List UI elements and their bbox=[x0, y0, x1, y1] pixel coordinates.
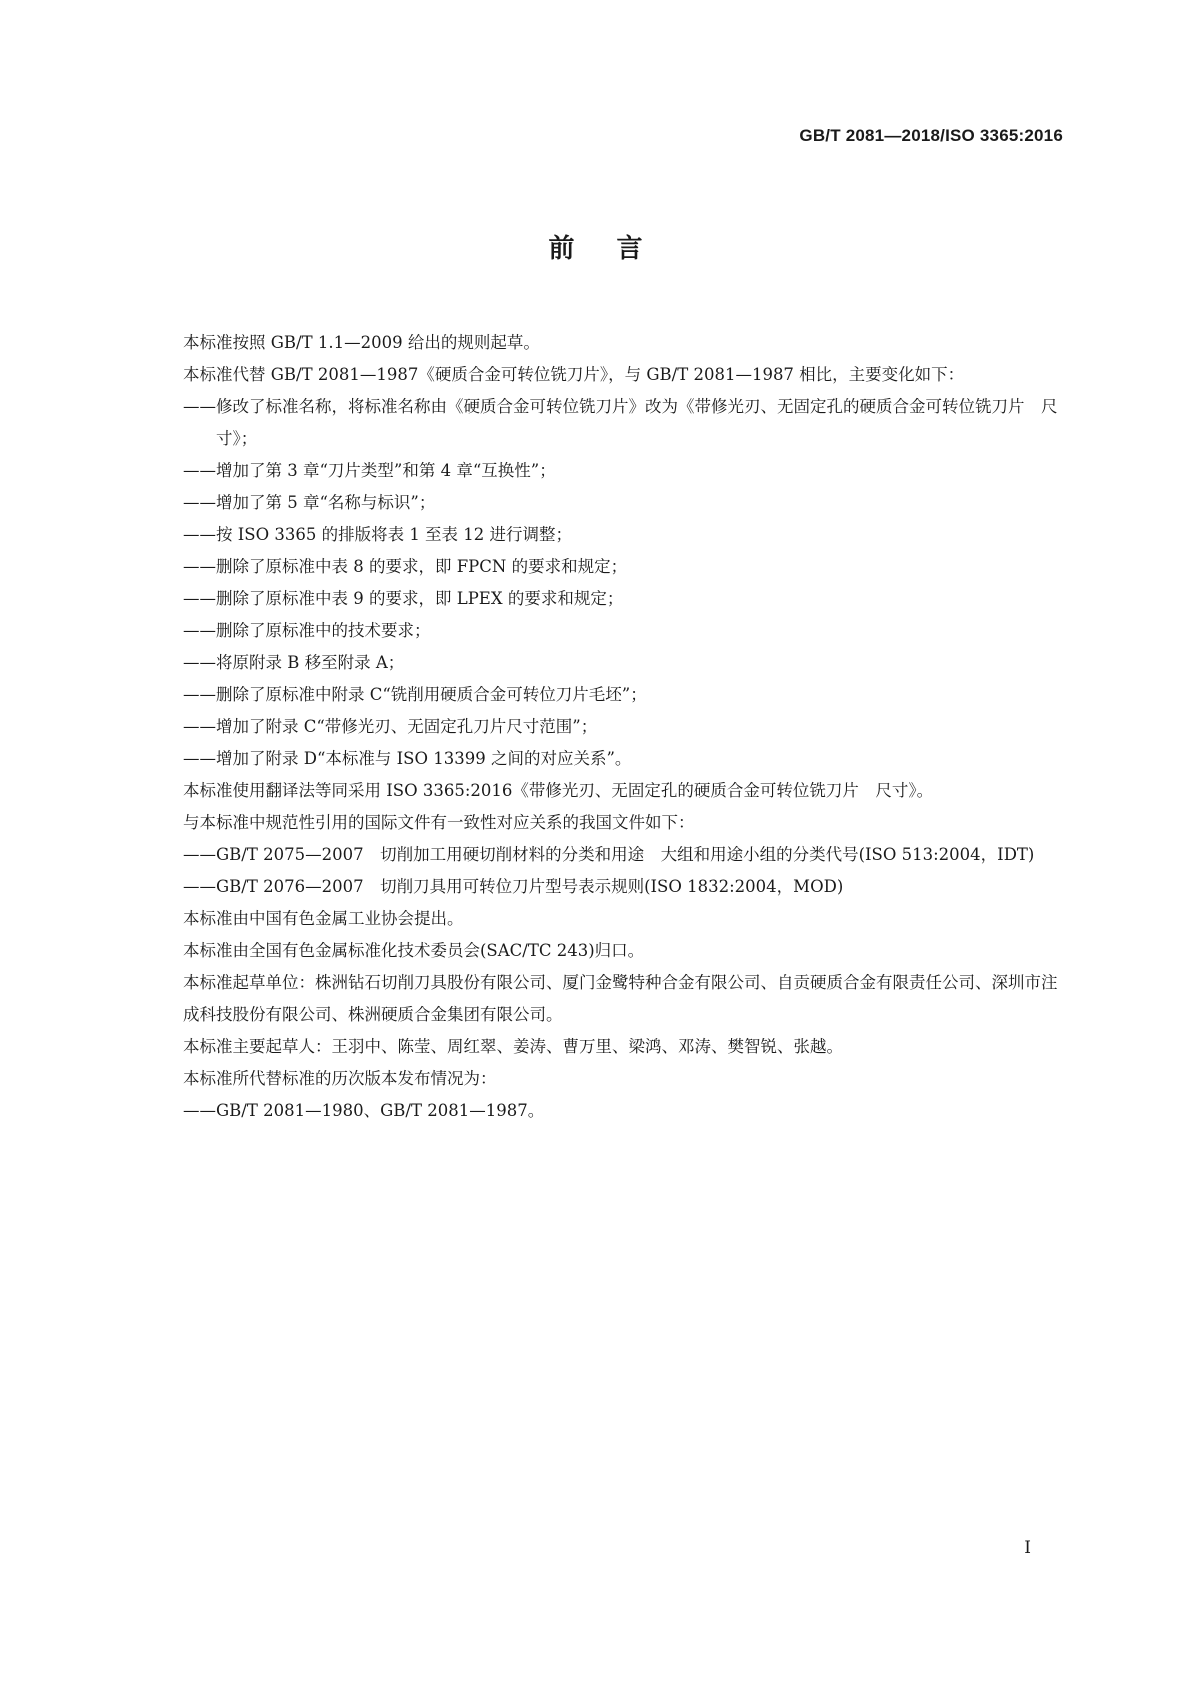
list-item-text: 删除了原标准中表 9 的要求，即 LPEX 的要求和规定； bbox=[216, 589, 624, 608]
list-item bbox=[183, 839, 1061, 871]
paragraph-history-intro: 本标准所代替标准的历次版本发布情况为： bbox=[183, 1069, 497, 1088]
list-item-text: 增加了第 5 章“名称与标识”； bbox=[216, 493, 436, 512]
dash-marker: —— bbox=[183, 589, 216, 608]
dash-marker: —— bbox=[183, 685, 216, 704]
list-item bbox=[183, 743, 1061, 775]
standard-number: GB/T 2081—2018/ISO 3365:2016 bbox=[799, 126, 1063, 145]
list-item-text: 按 ISO 3365 的排版将表 1 至表 12 进行调整； bbox=[216, 525, 573, 544]
dash-marker: —— bbox=[183, 525, 216, 544]
paragraph-adoption: 本标准使用翻译法等同采用 ISO 3365:2016《带修光刃、无固定孔的硬质合金可转位铣刀片 尺寸》。 bbox=[183, 781, 934, 800]
dash-marker: —— bbox=[183, 397, 216, 416]
dash-marker: —— bbox=[183, 1101, 216, 1120]
dash-marker: —— bbox=[183, 877, 216, 896]
document-body bbox=[183, 327, 1061, 1127]
list-item bbox=[183, 871, 1061, 903]
changes-list bbox=[183, 391, 1061, 775]
list-item-text: 增加了附录 C“带修光刃、无固定孔刀片尺寸范围”； bbox=[216, 717, 598, 736]
list-item-text: 删除了原标准中表 8 的要求，即 FPCN 的要求和规定； bbox=[216, 557, 628, 576]
dash-marker: —— bbox=[183, 749, 216, 768]
paragraph-replaces: 本标准代替 GB/T 2081—1987《硬质合金可转位铣刀片》，与 GB/T 2081—1987 相比，主要变化如下： bbox=[183, 365, 965, 384]
dash-marker: —— bbox=[183, 461, 216, 480]
dash-marker: —— bbox=[183, 845, 216, 864]
list-item bbox=[183, 551, 1061, 583]
list-item-text: 增加了第 3 章“刀片类型”和第 4 章“互换性”； bbox=[216, 461, 556, 480]
dash-marker: —— bbox=[183, 653, 216, 672]
history-list bbox=[183, 1095, 1061, 1127]
list-item-text: 删除了原标准中附录 C“铣削用硬质合金可转位刀片毛坯”； bbox=[216, 685, 647, 704]
paragraph-committee: 本标准由全国有色金属标准化技术委员会(SAC/TC 243)归口。 bbox=[183, 941, 645, 960]
list-item bbox=[183, 711, 1061, 743]
list-item-text: 删除了原标准中的技术要求； bbox=[216, 621, 431, 640]
list-item-text: GB/T 2081—1980、GB/T 2081—1987。 bbox=[216, 1101, 545, 1120]
paragraph-references-intro: 与本标准中规范性引用的国际文件有一致性对应关系的我国文件如下： bbox=[183, 813, 695, 832]
paragraph-proposer: 本标准由中国有色金属工业协会提出。 bbox=[183, 909, 464, 928]
list-item-text: 将原附录 B 移至附录 A； bbox=[216, 653, 405, 672]
page-number: I bbox=[1024, 1538, 1031, 1558]
list-item bbox=[183, 583, 1061, 615]
dash-marker: —— bbox=[183, 557, 216, 576]
list-item-text: GB/T 2076—2007 切削刀具用可转位刀片型号表示规则(ISO 1832:2004，MOD) bbox=[216, 877, 844, 896]
list-item bbox=[183, 487, 1061, 519]
references-list bbox=[183, 839, 1061, 903]
list-item-text: 增加了附录 D“本标准与 ISO 13399 之间的对应关系”。 bbox=[216, 749, 632, 768]
list-item-text: GB/T 2075—2007 切削加工用硬切削材料的分类和用途 大组和用途小组的分类代号(ISO 513:2004，IDT) bbox=[216, 845, 1035, 864]
paragraph-drafters: 本标准主要起草人：王羽中、陈莹、周红翠、姜涛、曹万里、梁鸿、邓涛、樊智锐、张越。 bbox=[183, 1037, 843, 1056]
dash-marker: —— bbox=[183, 717, 216, 736]
list-item bbox=[183, 455, 1061, 487]
dash-marker: —— bbox=[183, 621, 216, 640]
page-title: 前言 bbox=[548, 234, 685, 264]
list-item bbox=[183, 519, 1061, 551]
paragraph-drafting-rules: 本标准按照 GB/T 1.1—2009 给出的规则起草。 bbox=[183, 333, 540, 352]
list-item bbox=[183, 391, 1061, 455]
list-item bbox=[183, 1095, 1061, 1127]
dash-marker: —— bbox=[183, 493, 216, 512]
list-item-text: 修改了标准名称，将标准名称由《硬质合金可转位铣刀片》改为《带修光刃、无固定孔的硬质合金可转位铣刀片 尺寸》； bbox=[216, 397, 1058, 448]
list-item bbox=[183, 679, 1061, 711]
paragraph-drafting-units: 本标准起草单位：株洲钻石切削刀具股份有限公司、厦门金鹭特种合金有限公司、自贡硬质合金有限责任公司、深圳市注成科技股份有限公司、株洲硬质合金集团有限公司。 bbox=[183, 973, 1058, 1024]
list-item bbox=[183, 615, 1061, 647]
list-item bbox=[183, 647, 1061, 679]
